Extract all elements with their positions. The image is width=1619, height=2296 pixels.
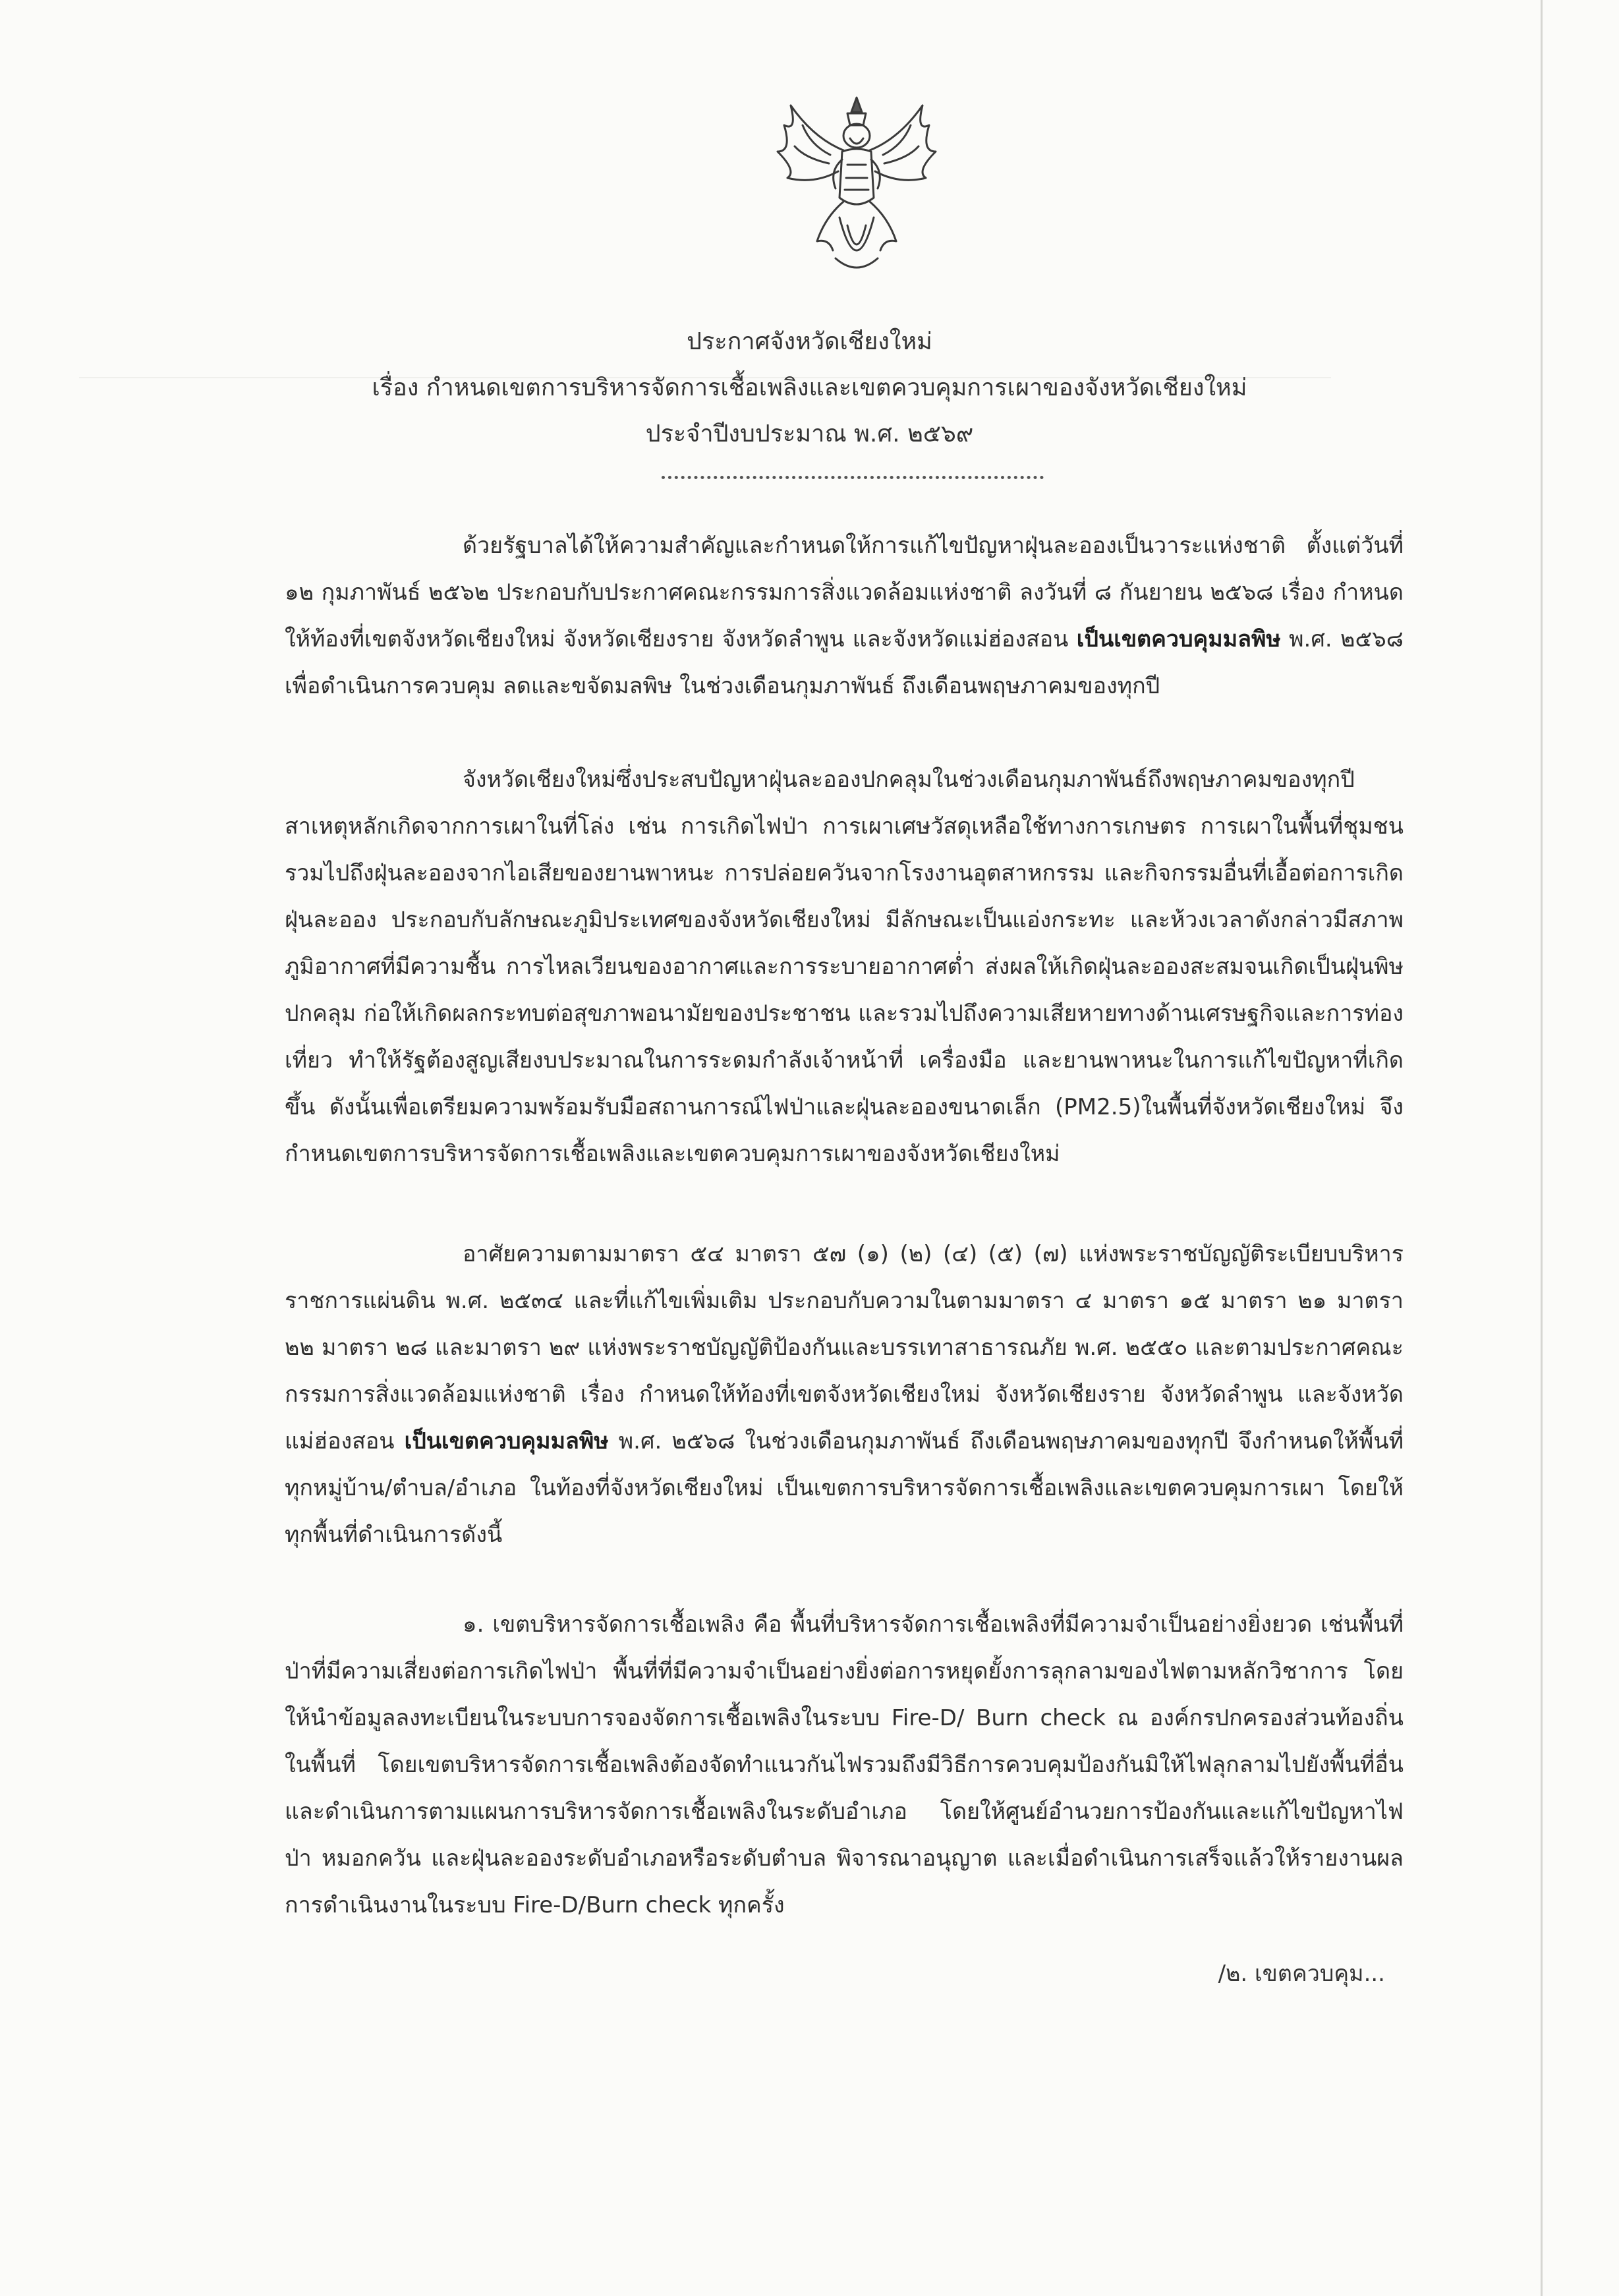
paragraph-4-text: ๑. เขตบริหารจัดการเชื้อเพลิง คือ พื้นที่บริหารจัดการเชื้อเพลิงที่มีความจำเป็นอย่างยิ่งยวด เช่นพื้นที่ป่าที่มีความเสี่ยงต่อการเกิดไฟป่า พื้นที่ที่มีความจำเป็นอย่างยิ่งต่อการหยุดยั้งการลุกลามของไฟตามหลักวิชาการ โดยให้นำข้อมูลลงทะเบียนในระบบการจองจัดการเชื้อเพลิงในระบบ Fire-D/ Burn check ณ องค์กรปกครองส่วนท้องถิ่นในพื้นที่ โดยเขตบริหารจัดการเชื้อเพลิงต้องจัดทำแนวกันไฟรวมถึงมีวิธีการควบคุมป้องกันมิให้ไฟลุกลามไปยังพื้นที่อื่น และดำเนินการตามแผนการบริหารจัดการเชื้อเพลิงในระดับอำเภอ โดยให้ศูนย์อำนวยการป้องกันและแก้ไขปัญหาไฟป่า หมอกควัน และฝุ่นละอองระดับอำเภอหรือระดับตำบล พิจารณาอนุญาต และเมื่อดำเนินการเสร็จแล้วให้รายงานผลการดำเนินงานในระบบ Fire-D/Burn check ทุกครั้ง: [285, 1611, 1404, 1918]
paragraph-3-bold: เป็นเขตควบคุมมลพิษ: [404, 1428, 609, 1454]
paragraph-2: [285, 757, 1404, 1178]
continuation-marker: /๒. เขตควบคุม...: [1218, 1961, 1385, 1987]
dotted-separator: [662, 476, 1044, 479]
announcement-title: ประกาศจังหวัดเชียงใหม่: [687, 328, 932, 355]
paragraph-3-text-a: อาศัยความตามมาตรา ๕๔ มาตรา ๕๗ (๑) (๒) (๔) (๕) (๗) แห่งพระราชบัญญัติระเบียบบริหารราชการแผ่นดิน พ.ศ. ๒๕๓๔ และที่แก้ไขเพิ่มเติม ประกอบกับความในตามมาตรา ๔ มาตรา ๑๕ มาตรา ๒๑ มาตรา ๒๒ มาตรา ๒๘ และมาตรา ๒๙ แห่งพระราชบัญญัติป้องกันและบรรเทาสาธารณภัย พ.ศ. ๒๕๕๐ และตามประกาศคณะกรรมการสิ่งแวดล้อมแห่งชาติ เรื่อง กำหนดให้ท้องที่เขตจังหวัดเชียงใหม่ จังหวัดเชียงราย จังหวัดลำพูน และจังหวัดแม่ฮ่องสอน: [285, 1241, 1404, 1454]
paragraph-3: [285, 1231, 1404, 1559]
paragraph-2-text: จังหวัดเชียงใหม่ซึ่งประสบปัญหาฝุ่นละอองปกคลุมในช่วงเดือนกุมภาพันธ์ถึงพฤษภาคมของทุกปี สาเหตุหลักเกิดจากการเผาในที่โล่ง เช่น การเกิดไฟป่า การเผาเศษวัสดุเหลือใช้ทางการเกษตร การเผาในพื้นที่ชุมชน รวมไปถึงฝุ่นละอองจากไอเสียของยานพาหนะ การปล่อยควันจากโรงงานอุตสาหกรรม และกิจกรรมอื่นที่เอื้อต่อการเกิดฝุ่นละออง ประกอบกับลักษณะภูมิประเทศของจังหวัดเชียงใหม่ มีลักษณะเป็นแอ่งกระทะ และห้วงเวลาดังกล่าวมีสภาพภูมิอากาศที่มีความชื้น การไหลเวียนของอากาศและการระบายอากาศต่ำ ส่งผลให้เกิดฝุ่นละอองสะสมจนเกิดเป็นฝุ่นพิษปกคลุม ก่อให้เกิดผลกระทบต่อสุขภาพอนามัยของประชาชน และรวมไปถึงความเสียหายทางด้านเศรษฐกิจและการท่องเที่ยว ทำให้รัฐต้องสูญเสียงบประมาณในการระดมกำลังเจ้าหน้าที่ เครื่องมือ และยานพาหนะในการแก้ไขปัญหาที่เกิดขึ้น ดังนั้นเพื่อเตรียมความพร้อมรับมือสถานการณ์ไฟป่าและฝุ่นละอองขนาดเล็ก (PM2.5)ในพื้นที่จังหวัดเชียงใหม่ จึงกำหนดเขตการบริหารจัดการเชื้อเพลิงและเขตควบคุมการเผาของจังหวัดเชียงใหม่: [285, 766, 1404, 1167]
paragraph-1-text-a: ด้วยรัฐบาลได้ให้ความสำคัญและกำหนดให้การแก้ไขปัญหาฝุ่นละอองเป็นวาระแห่งชาติ ตั้งแต่วันที่ ๑๒ กุมภาพันธ์ ๒๕๖๒ ประกอบกับประกาศคณะกรรมการสิ่งแวดล้อมแห่งชาติ ลงวันที่ ๘ กันยายน ๒๕๖๘ เรื่อง กำหนดให้ท้องที่เขตจังหวัดเชียงใหม่ จังหวัดเชียงราย จังหวัดลำพูน และจังหวัดแม่ฮ่องสอน: [285, 532, 1404, 652]
paragraph-1: [285, 523, 1404, 710]
paragraph-4-fuel-management-zone: [285, 1601, 1404, 1929]
garuda-emblem-icon: [751, 86, 962, 283]
paragraph-3-text-b: พ.ศ. ๒๕๖๘ ในช่วงเดือนกุมภาพันธ์ ถึงเดือนพฤษภาคมของทุกปี จึงกำหนดให้พื้นที่ทุกหมู่บ้าน/ตำบล/อำเภอ ในท้องที่จังหวัดเชียงใหม่ เป็นเขตการบริหารจัดการเชื้อเพลิงและเขตควบคุมการเผา โดยให้ทุกพื้นที่ดำเนินการดังนี้: [285, 1428, 1404, 1548]
fiscal-year-line: ประจำปีงบประมาณ พ.ศ. ๒๕๖๙: [645, 420, 974, 447]
announcement-subject: เรื่อง กำหนดเขตการบริหารจัดการเชื้อเพลิงและเขตควบคุมการเผาของจังหวัดเชียงใหม่: [372, 374, 1247, 401]
paragraph-1-bold: เป็นเขตควบคุมมลพิษ: [1076, 626, 1281, 652]
paragraph-1-text-b: พ.ศ. ๒๕๖๘ เพื่อดำเนินการควบคุม ลดและขจัดมลพิษ ในช่วงเดือนกุมภาพันธ์ ถึงเดือนพฤษภาคมของทุกปี: [285, 626, 1404, 699]
